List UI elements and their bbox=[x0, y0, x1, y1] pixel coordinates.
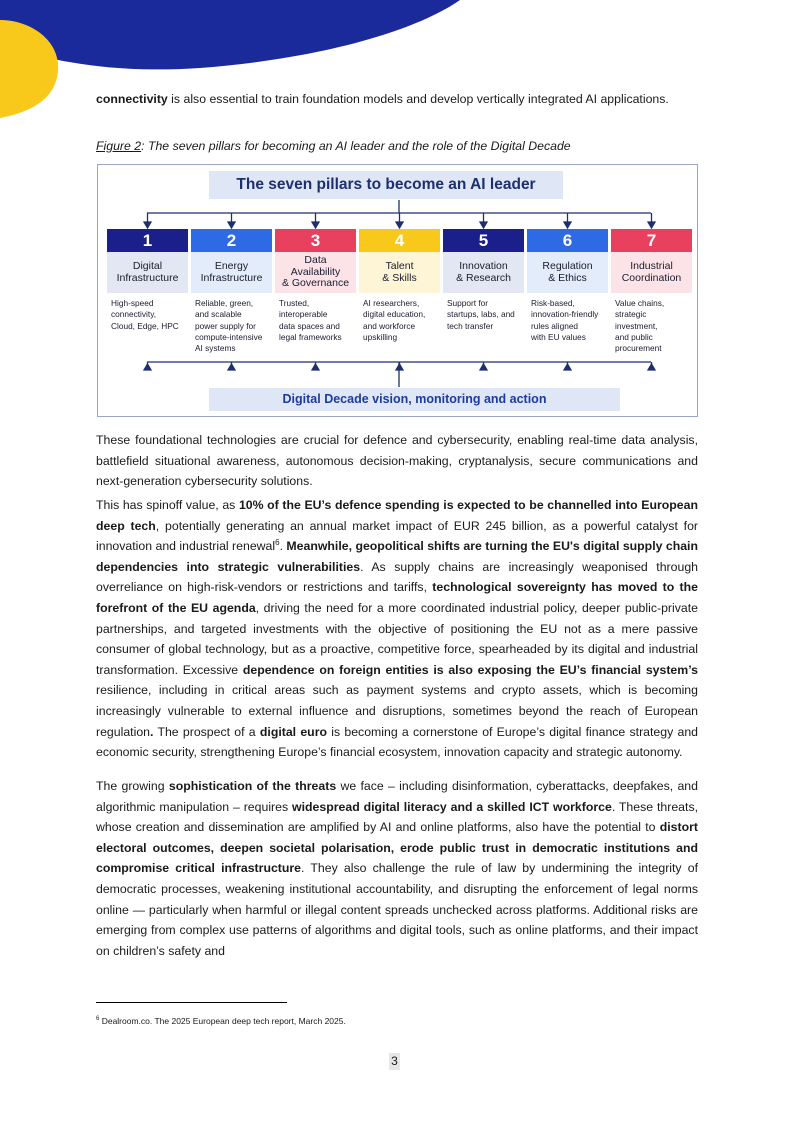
up-arrowhead bbox=[228, 364, 235, 370]
page-number: 3 bbox=[389, 1053, 400, 1070]
pillar-4 bbox=[359, 229, 440, 364]
figure-title: The seven pillars to become an AI leader bbox=[209, 171, 563, 199]
pillar-title: Innovation & Research bbox=[443, 252, 524, 293]
footnote: $^6$ Dealroom.co. The 2025 European deep tech report, March 2025. bbox=[96, 1016, 346, 1026]
pillar-7 bbox=[611, 229, 692, 364]
down-arrowhead bbox=[144, 222, 151, 228]
pillar-number: 3 bbox=[275, 229, 356, 252]
paragraph-threats: The growing sophistication of the threats we face – including disinformation, cyberattacks, deepfakes, and algorithmic manipulation – requires widespread digital literacy and a skilled ICT workforce. These threats, whose creation and dissemination are amplified by AI and online platforms, also have the potential to distort electoral outcomes, deepen societal polarisation, erode public trust in democratic institutions and compromise critical infrastructure. They also challenge the rule of law by undermining the integrity of democratic processes, weakening institutional accountability, and disrupting the enforcement of legal norms online — particularly when harmful or illegal content spreads unchecked across platforms. Additional risks are emerging from complex use patterns of algorithms and digital tools, such as online platforms, and their impact on children’s safety and bbox=[96, 779, 699, 958]
pillar-number: 5 bbox=[443, 229, 524, 252]
pillar-description: Risk-based, innovation-friendly rules aligned with EU values bbox=[531, 298, 599, 342]
pillar-title: Talent & Skills bbox=[359, 252, 440, 293]
pillar-title: Regulation & Ethics bbox=[527, 252, 608, 293]
pillar-description: AI researchers, digital education, and workforce upskilling bbox=[363, 298, 426, 342]
up-arrowhead bbox=[144, 364, 151, 370]
pillar-2 bbox=[191, 229, 272, 364]
pillar-6 bbox=[527, 229, 608, 364]
down-arrowhead bbox=[312, 222, 319, 228]
pillars-figure bbox=[97, 164, 698, 417]
pillar-title: Data Availability & Governance bbox=[275, 252, 356, 293]
pillar-description: Reliable, green, and scalable power supply for compute-intensive AI systems bbox=[195, 298, 263, 354]
pillar-description: High-speed connectivity, Cloud, Edge, HPC bbox=[111, 298, 179, 331]
footnote-divider bbox=[96, 1002, 287, 1003]
pillar-3 bbox=[275, 229, 356, 364]
pillar-title: Energy Infrastructure bbox=[191, 252, 272, 293]
pillar-number: 7 bbox=[611, 229, 692, 252]
pillar-description: Trusted, interoperable data spaces and legal frameworks bbox=[279, 298, 342, 342]
pillar-description: Value chains, strategic investment, and public procurement bbox=[615, 298, 665, 354]
up-arrowhead bbox=[648, 364, 655, 370]
pillar-number: 6 bbox=[527, 229, 608, 252]
up-arrowhead bbox=[396, 364, 403, 370]
figure-caption-label: Figure 2 bbox=[96, 139, 142, 153]
intro-paragraph: connectivity is also essential to train foundation models and develop vertically integrated AI applications. bbox=[96, 92, 669, 106]
up-arrowhead bbox=[312, 364, 319, 370]
paragraph-spinoff: This has spinoff value, as 10% of the EU’s defence spending is expected to be channelled into European deep tech, potentially generating an annual market impact of EUR 245 billion, as a powerful catalyst for innovation and industrial renewal$^6$. Meanwhile, geopolitical shifts are turning the EU's digital supply chain dependencies into strategic vulnerabilities. As supply chains are increasingly weaponised through overreliance on high-risk-vendors or restrictions and tariffs, technological sovereignty has moved to the forefront of the EU agenda, driving the need for a more coordinated industrial policy, deeper public-private partnerships, and targeted investments with the objective of positioning the EU not as a mere passive consumer of global technology, but as a proactive, competitive force, spearheaded by its digital and industrial transformation. Excessive dependence on foreign entities is also exposing the EU’s financial system’s resilience, including in critical areas such as payment systems and crypto assets, which is becoming increasingly vulnerable to external influence and disruptions, sometimes beyond the reach of European regulation. The prospect of a digital euro is becoming a cornerstone of Europe’s digital finance strategy and economic security, strengthening Europe’s financial ecosystem, innovation capacity and strategic autonomy. bbox=[96, 498, 699, 760]
down-arrowhead bbox=[480, 222, 487, 228]
pillar-5 bbox=[443, 229, 524, 364]
pillar-number: 1 bbox=[107, 229, 188, 252]
pillar-title: Digital Infrastructure bbox=[107, 252, 188, 293]
header-decoration bbox=[0, 0, 793, 140]
down-arrowhead bbox=[648, 222, 655, 228]
up-arrowhead bbox=[480, 364, 487, 370]
figure-caption: Figure 2: The seven pillars for becoming an AI leader and the role of the Digital Decade bbox=[96, 139, 571, 153]
pillar-1 bbox=[107, 229, 188, 364]
pillar-description: Support for startups, labs, and tech transfer bbox=[447, 298, 515, 331]
pillar-number: 4 bbox=[359, 229, 440, 252]
pillar-number: 2 bbox=[191, 229, 272, 252]
down-arrowhead bbox=[228, 222, 235, 228]
digital-decade-label: Digital Decade vision, monitoring and action bbox=[209, 388, 620, 411]
pillar-title: Industrial Coordination bbox=[611, 252, 692, 293]
paragraph-defence: These foundational technologies are crucial for defence and cybersecurity, enabling real-time data analysis, battlefield situational awareness, autonomous decision-making, cryptanalysis, secure communications and next-generation cybersecurity solutions. bbox=[96, 433, 698, 489]
down-arrowhead bbox=[564, 222, 571, 228]
navy-swoosh-shape bbox=[0, 0, 460, 69]
down-arrowhead bbox=[396, 222, 403, 228]
up-arrowhead bbox=[564, 364, 571, 370]
